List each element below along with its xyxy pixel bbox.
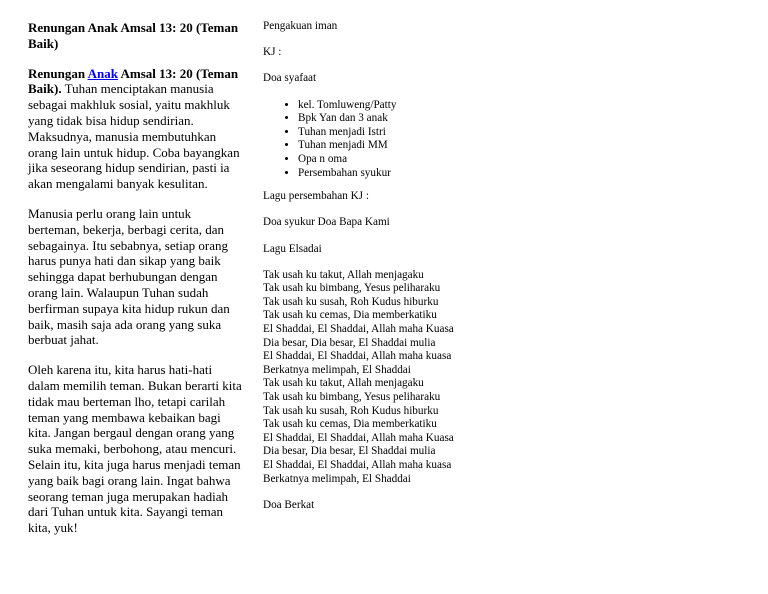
doa-syukur: Doa syukur Doa Bapa Kami	[263, 216, 390, 229]
intro-text: Tuhan menciptakan manusia sebagai makhluk sosial, yaitu makhluk yang tidak bisa hidup sendirian. Maksudnya, manusia membutuhkan orang lain untuk hidup. Coba bayangkan jika seseorang hidup sendirian, pasti ia akan mengalami banyak kesulitan.	[28, 81, 240, 192]
paragraph-3: Oleh karena itu, kita harus hati-hati dalam memilih teman. Bukan berarti kita tidak mau berteman lho, tetapi carilah teman yang membawa kebaikan bagi kita. Jangan bergaul dengan orang yang suka memaki, berbohong, atau mencuri. Selain itu, kita juga harus menjadi teman yang baik bagi orang lain. Ingat bahwa seorang teman juga merupakan hadiah dari Tuhan untuk kita. Sayangi teman kita, yuk!	[28, 362, 242, 536]
intro-paragraph	[28, 66, 246, 192]
anak-link[interactable]: Anak	[87, 65, 118, 81]
intro-bold-after: Amsal 13: 20 (Teman Baik).	[28, 65, 239, 97]
lyric-line: Tak usah ku takut, Allah menjagaku	[263, 377, 424, 390]
lyric-line: Tak usah ku cemas, Dia memberkatiku	[263, 309, 437, 322]
paragraph-2: Manusia perlu orang lain untuk berteman, bekerja, berbagi cerita, dan sebagainya. Itu sebabnya, setiap orang harus punya hati dan sikap yang baik sehingga dapat berhubungan dengan orang lain. Walaupun Tuhan sudah berfirman supaya kita hidup rukun dan baik, masih saja ada orang yang suka berbuat jahat.	[28, 205, 230, 348]
lagu-persembahan: Lagu persembahan KJ :	[263, 190, 369, 203]
liturgy-column	[263, 20, 523, 525]
list-item: • Tuhan menjadi Istri	[298, 126, 523, 140]
list-item: • Bpk Yan dan 3 anak	[298, 112, 523, 126]
lyric-line: Dia besar, Dia besar, El Shaddai mulia	[263, 336, 436, 349]
lyric-line: Tak usah ku susah, Roh Kudus hiburku	[263, 295, 439, 308]
lyric-line: Dia besar, Dia besar, El Shaddai mulia	[263, 445, 436, 458]
article-column	[28, 20, 246, 550]
article-title: Renungan Anak Amsal 13: 20 (Teman Baik)	[28, 20, 239, 51]
lyrics-block	[263, 269, 523, 487]
prayer-list	[263, 99, 523, 181]
lyric-line: Tak usah ku bimbang, Yesus peliharaku	[263, 391, 441, 404]
lyric-line: Berkatnya melimpah, El Shaddai	[263, 363, 411, 376]
doa-berkat: Doa Berkat	[263, 498, 315, 511]
kj-label: KJ :	[263, 46, 282, 59]
lyric-line: Tak usah ku takut, Allah menjagaku	[263, 268, 424, 281]
list-item: • Persembahan syukur	[298, 167, 523, 181]
list-item: • kel. Tomluweng/Patty	[298, 99, 523, 113]
lyric-line: Berkatnya melimpah, El Shaddai	[263, 472, 411, 485]
intro-bold-before: Renungan	[28, 65, 88, 81]
doa-syafaat: Doa syafaat	[263, 72, 317, 85]
lyric-line: Tak usah ku susah, Roh Kudus hiburku	[263, 404, 439, 417]
lyric-line: El Shaddai, El Shaddai, Allah maha kuasa	[263, 459, 452, 471]
list-item: • Tuhan menjadi MM	[298, 139, 523, 153]
lyric-line: El Shaddai, El Shaddai, Allah maha Kuasa	[263, 323, 454, 336]
lagu-elsadai: Lagu Elsadai	[263, 242, 322, 255]
list-item: • Opa n oma	[298, 153, 523, 167]
lyric-line: Tak usah ku cemas, Dia memberkatiku	[263, 418, 437, 431]
lyric-line: El Shaddai, El Shaddai, Allah maha Kuasa	[263, 431, 454, 444]
lyric-line: Tak usah ku bimbang, Yesus peliharaku	[263, 282, 441, 295]
lyric-line: El Shaddai, El Shaddai, Allah maha kuasa	[263, 350, 452, 363]
pengakuan-iman: Pengakuan iman	[263, 20, 338, 32]
